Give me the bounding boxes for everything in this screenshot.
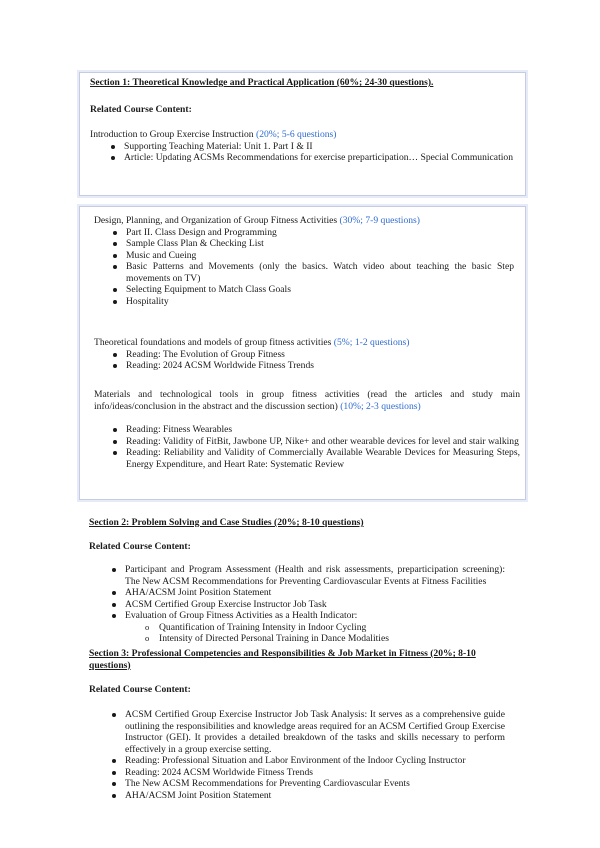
list-item: Basic Patterns and Movements (only the basics. Watch video about teaching the basic Step movements on TV) bbox=[108, 261, 514, 284]
section3 bbox=[89, 648, 509, 671]
list-item: Evaluation of Group Fitness Activities as a Health Indicator: bbox=[107, 610, 505, 622]
list-item: ACSM Certified Group Exercise Instructor Job Task Analysis: It serves as a comprehensive guide outlining the responsibilities and knowledge areas required for an ACSM Certified Group Exercise Instructor (GEI). It provides a detailed breakdown of the tasks and skills necessary to perform effectively in a group exercise setting. bbox=[107, 709, 505, 755]
materials-topic-text: Materials and technological tools in group fitness activities (read the articles and study main info/ideas/conclusion in the abstract and the discussion section) bbox=[94, 389, 520, 412]
list-item: Reading: Fitness Wearables bbox=[108, 424, 520, 436]
list-item: Selecting Equipment to Match Class Goals bbox=[108, 284, 514, 296]
materials-list bbox=[108, 424, 520, 470]
list-item: Sample Class Plan & Checking List bbox=[108, 238, 514, 250]
design-topic bbox=[94, 215, 514, 227]
list-item: Music and Cueing bbox=[108, 250, 514, 262]
list-item: ACSM Certified Group Exercise Instructor Job Task bbox=[107, 599, 505, 611]
sub-list-item: o Intensity of Directed Personal Training in Dance Modalities bbox=[145, 633, 505, 645]
intro-topic-text: Introduction to Group Exercise Instruction bbox=[90, 129, 254, 140]
theory-topic bbox=[94, 337, 514, 349]
list-item: Reading: 2024 ACSM Worldwide Fitness Trends bbox=[107, 767, 505, 779]
list-item: Hospitality bbox=[108, 296, 514, 308]
section1-related-label: Related Course Content: bbox=[90, 104, 192, 115]
list-item: Reading: The Evolution of Group Fitness bbox=[108, 349, 514, 361]
section1-heading: Section 1: Theoretical Knowledge and Practical Application (60%; 24-30 questions). bbox=[90, 77, 434, 88]
section3-list bbox=[107, 709, 505, 801]
materials-topic-weight: (10%; 2-3 questions) bbox=[340, 400, 421, 412]
list-item: Reading: 2024 ACSM Worldwide Fitness Trends bbox=[108, 360, 514, 372]
theory-topic-weight: (5%; 1-2 questions) bbox=[333, 337, 410, 348]
intro-list bbox=[106, 141, 515, 164]
list-item: Supporting Teaching Material: Unit 1. Part I & II bbox=[106, 141, 515, 153]
list-item: AHA/ACSM Joint Position Statement bbox=[107, 587, 505, 599]
section3-heading: Section 3: Professional Competencies and Responsibilities & Job Market in Fitness (20%; 8-10 questions) bbox=[89, 648, 476, 671]
design-topic-text: Design, Planning, and Organization of Group Fitness Activities bbox=[94, 215, 338, 226]
sub-list-item: o Quantification of Training Intensity in Indoor Cycling bbox=[145, 622, 505, 634]
list-item: Part II. Class Design and Programming bbox=[108, 227, 514, 239]
section2-sublist bbox=[145, 622, 505, 645]
section2-heading: Section 2: Problem Solving and Case Studies (20%; 8-10 questions) bbox=[89, 517, 364, 528]
section2 bbox=[89, 517, 509, 529]
theory-list bbox=[108, 349, 514, 372]
section1-box bbox=[79, 72, 526, 196]
materials-topic bbox=[94, 389, 520, 412]
list-item: Article: Updating ACSMs Recommendations for exercise preparticipation… Special Communication bbox=[106, 152, 515, 164]
design-list bbox=[108, 227, 514, 308]
design-topic-weight: (30%; 7-9 questions) bbox=[339, 215, 420, 226]
list-item: Participant and Program Assessment (Health and risk assessments, preparticipation screening): The New ACSM Recommendations for Preventing Cardiovascular Events at Fitness Facilities bbox=[107, 564, 505, 587]
section2-list bbox=[107, 564, 505, 622]
theory-topic-text: Theoretical foundations and models of group fitness activities bbox=[94, 337, 332, 348]
list-item: Reading: Validity of FitBit, Jawbone UP, Nike+ and other wearable devices for level and stair walking bbox=[108, 436, 520, 448]
section1-continued-box bbox=[79, 206, 526, 500]
intro-topic bbox=[90, 129, 515, 141]
section2-related-label: Related Course Content: bbox=[89, 541, 191, 552]
list-item: The New ACSM Recommendations for Preventing Cardiovascular Events bbox=[107, 778, 505, 790]
list-item: AHA/ACSM Joint Position Statement bbox=[107, 790, 505, 802]
list-item: Reading: Professional Situation and Labor Environment of the Indoor Cycling Instructor bbox=[107, 755, 505, 767]
intro-topic-weight: (20%; 5-6 questions) bbox=[256, 129, 337, 140]
section3-related-label: Related Course Content: bbox=[89, 684, 191, 695]
list-item: Reading: Reliability and Validity of Commercially Available Wearable Devices for Measuring Steps, Energy Expenditure, and Heart Rate: Systematic Review bbox=[108, 447, 520, 470]
